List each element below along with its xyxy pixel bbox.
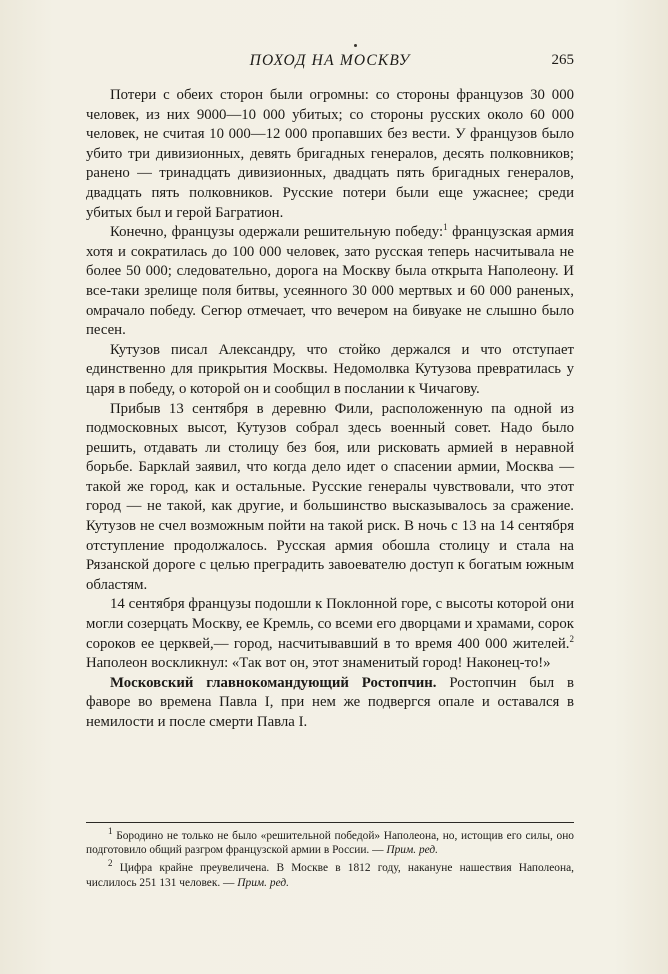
paragraph-5 [86,595,574,673]
footnote-1-text: Бородино не только не было «решительной победой» Наполеона, но, истощив его силы, оно подготовило общий разгром французской армии в России. — [86,830,574,857]
paragraph-5-start: 14 сентября французы подошли к Поклонной горе, с высоты которой они могли созерцать Москву, ее Кремль, со всеми его дворцами и храмами, сорок сороков ее церквей,— город, насчитывавший в то время 400 000 жителей. [86,596,574,652]
paragraph-3: Кутузов писал Александру, что стойко держался и что отступает единственно для прикрытия Москвы. Недомолвка Кутузова превратилась у царя в победу, о которой он и сообщил в послании к Чичагову. [86,341,574,397]
footnote-2-signature: Прим. ред. [237,876,289,889]
footnote-ref-1: 1 [443,222,448,233]
paragraph-5-end: Наполеон воскликнул: «Так вот он, этот знаменитый город! Наконец-то!» [86,655,551,672]
page-number: 265 [551,52,574,68]
section-heading-rostopchin: Московский главнокомандующий Ростопчин. [110,674,437,691]
main-text [86,86,574,733]
footnote-1 [86,826,574,857]
paragraph-1: Потери с обеих сторон были огромны: со стороны французов 30 000 человек, из них 9000—10 000 убитых; со стороны русских около 60 000 человек, не считая 10 000—12 000 пропавших без вести. У французов было убито три дивизионных, девять бригадных генералов, десять полковников; ранено — тринадцать дивизионных, двадцать пять бригадных генералов, двадцать пять полковников. Русские потери были еще ужаснее; среди убитых был и герой Багратион. [86,87,574,221]
footnote-1-mark: 1 [108,826,113,837]
paragraph-6-text: Ростопчин был в фаворе во времена Павла I, при нем же подвергся опале и оставался в немилости и после смерти Павла I. [86,674,574,730]
footnote-2 [86,858,574,889]
page-header [86,52,574,74]
footnote-1-signature: Прим. ред. [386,844,439,857]
paragraph-2 [86,223,574,341]
footnotes [86,822,574,890]
running-title: ПОХОД НА МОСКВУ [249,52,411,69]
footnote-ref-2: 2 [569,633,574,644]
paragraph-2-end: французская армия хотя и сократилась до 100 000 человек, зато русская теперь насчитывала не более 50 000; следовательно, дорога на Москву была открыта Наполеону. И все-таки зрелище поля битвы, усеянного 30 000 мертвых и 60 000 раненых, омрачало победу. Сегюр отмечает, что вечером на бивуаке не слышно было песен. [86,224,574,339]
footnote-2-mark: 2 [108,858,113,869]
print-speck [354,44,357,47]
footnote-2-text: Цифра крайне преувеличена. В Москве в 1812 году, накануне нашествия Наполеона, числилось 251 131 человек. — [86,862,574,889]
paragraph-2-start: Конечно, французы одержали решительную победу: [110,224,444,241]
paragraph-4: Прибыв 13 сентября в деревню Фили, расположенную па одной из подмосковных высот, Кутузов собрал здесь военный совет. Надо было решить, отдавать ли столицу без боя, или рисковать армией в неравной борьбе. Барклай заявил, что когда дело идет о спасении армии, Москва — такой же город, как и остальные. Русские генералы чувствовали, что этот город — не такой, как другие, и большинство высказывалось за сражение. Кутузов не счел возможным пойти на такой риск. В ночь с 13 на 14 сентября отступление продолжалось. Русская армия обошла столицу и стала на Рязанской дороге с целью преградить завоевателю доступ к богатым южным областям. [86,400,574,593]
paragraph-6 [86,674,574,733]
